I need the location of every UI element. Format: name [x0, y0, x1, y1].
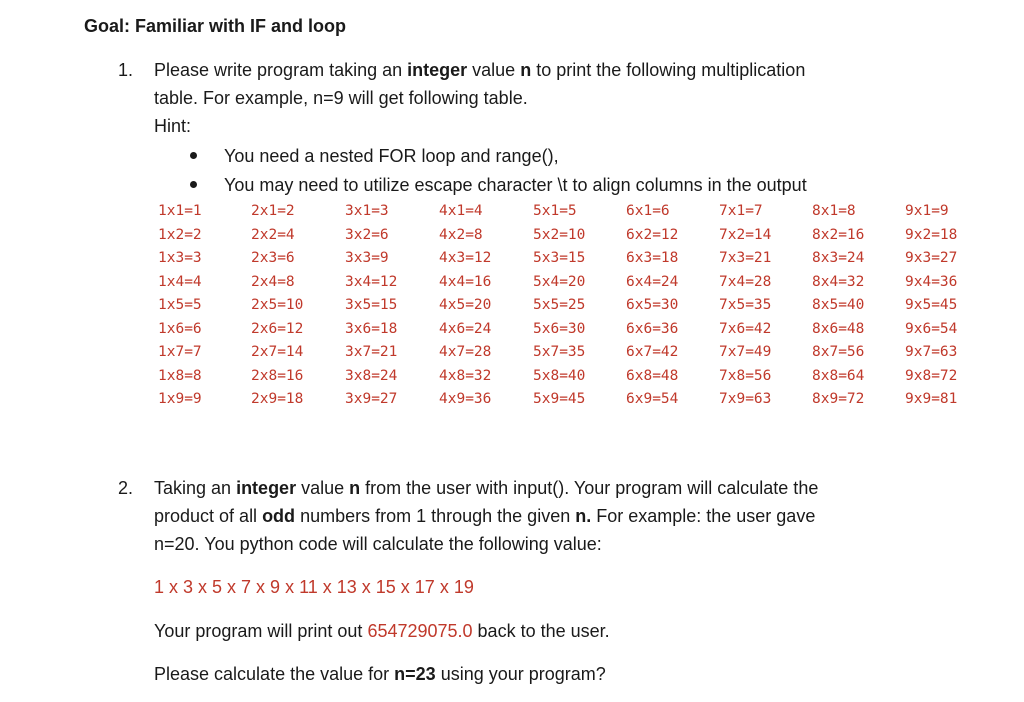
table-cell: 8x4=32	[812, 273, 865, 290]
table-cell: 7x8=56	[719, 367, 772, 384]
table-column-5	[533, 200, 585, 412]
q1-hint-label: Hint:	[154, 116, 192, 136]
table-cell: 6x9=54	[626, 391, 679, 407]
table-cell: 5x5=25	[533, 297, 586, 313]
table-cell: 5x9=45	[533, 391, 586, 407]
table-cell: 1x8=8	[158, 367, 202, 384]
q1-line-1: Please write program taking an integer value n to print the following multiplication	[154, 60, 806, 80]
q2-question-line: Please calculate the value for n=23 using your program?	[154, 664, 606, 684]
table-cell: 4x3=12	[439, 250, 492, 266]
odd-product-expression: 1 x 3 x 5 x 7 x 9 x 11 x 13 x 15 x 17 x 19	[154, 577, 474, 597]
table-cell: 5x7=35	[533, 344, 586, 360]
table-cell: 3x6=18	[345, 320, 398, 337]
table-cell: 1x9=9	[158, 391, 202, 407]
table-column-7	[719, 200, 771, 412]
table-cell: 2x6=12	[251, 320, 304, 337]
table-cell: 9x7=63	[905, 344, 958, 360]
table-column-3	[345, 200, 397, 412]
table-cell: 6x8=48	[626, 367, 679, 384]
table-cell: 7x7=49	[719, 344, 772, 360]
table-cell: 8x9=72	[812, 391, 865, 407]
table-cell: 7x2=14	[719, 226, 772, 243]
table-cell: 9x3=27	[905, 250, 958, 266]
table-cell: 1x6=6	[158, 320, 202, 337]
table-cell: 5x4=20	[533, 273, 586, 290]
table-cell: 4x8=32	[439, 367, 492, 384]
table-cell: 2x9=18	[251, 391, 304, 407]
table-cell: 3x8=24	[345, 367, 398, 384]
table-cell: 4x2=8	[439, 226, 483, 243]
table-cell: 3x2=6	[345, 226, 389, 243]
table-cell: 1x5=5	[158, 297, 202, 313]
hint-bullet-2: You may need to utilize escape character \t to align columns in the output	[224, 175, 807, 195]
table-cell: 6x4=24	[626, 273, 679, 290]
page-title: Goal: Familiar with IF and loop	[84, 16, 347, 36]
table-cell: 4x5=20	[439, 297, 492, 313]
q1-number: 1.	[118, 60, 134, 80]
table-cell: 8x5=40	[812, 297, 865, 313]
table-cell: 1x2=2	[158, 226, 202, 243]
table-cell: 9x4=36	[905, 273, 958, 290]
table-cell: 7x1=7	[719, 203, 763, 219]
table-cell: 2x2=4	[251, 226, 295, 243]
table-cell: 3x4=12	[345, 273, 398, 290]
table-cell: 1x7=7	[158, 344, 202, 360]
table-cell: 2x7=14	[251, 344, 304, 360]
table-cell: 9x8=72	[905, 367, 958, 384]
table-cell: 6x7=42	[626, 344, 679, 360]
table-cell: 5x8=40	[533, 367, 586, 384]
table-cell: 2x3=6	[251, 250, 295, 266]
table-column-4	[439, 200, 491, 412]
table-cell: 4x4=16	[439, 273, 492, 290]
q2-result-line: Your program will print out 654729075.0 back to the user.	[154, 621, 610, 641]
table-cell: 9x1=9	[905, 203, 949, 219]
table-cell: 3x7=21	[345, 344, 398, 360]
table-column-8	[812, 200, 864, 412]
q2-line-2: product of all odd numbers from 1 through the given n. For example: the user gave	[154, 506, 816, 526]
table-cell: 1x3=3	[158, 250, 202, 266]
table-cell: 8x2=16	[812, 226, 865, 243]
table-cell: 6x5=30	[626, 297, 679, 313]
q2-number: 2.	[118, 478, 134, 498]
table-cell: 7x9=63	[719, 391, 772, 407]
table-cell: 8x6=48	[812, 320, 865, 337]
result-value: 654729075.0	[367, 621, 473, 641]
table-cell: 4x7=28	[439, 344, 492, 360]
table-cell: 3x5=15	[345, 297, 398, 313]
table-column-9	[905, 200, 957, 412]
table-cell: 9x9=81	[905, 391, 958, 407]
table-cell: 9x5=45	[905, 297, 958, 313]
table-cell: 2x5=10	[251, 297, 304, 313]
table-cell: 5x6=30	[533, 320, 586, 337]
q1-line-2: table. For example, n=9 will get following table.	[154, 88, 528, 108]
table-cell: 7x5=35	[719, 297, 772, 313]
table-cell: 9x6=54	[905, 320, 958, 337]
table-cell: 1x4=4	[158, 273, 202, 290]
table-cell: 6x2=12	[626, 226, 679, 243]
table-cell: 5x3=15	[533, 250, 586, 266]
table-cell: 7x3=21	[719, 250, 772, 266]
table-column-1	[158, 200, 202, 412]
table-cell: 8x7=56	[812, 344, 865, 360]
q2-line-1: Taking an integer value n from the user with input(). Your program will calculate the	[154, 478, 819, 498]
bullet-dot	[190, 181, 197, 188]
table-cell: 3x1=3	[345, 203, 389, 219]
table-cell: 6x6=36	[626, 320, 679, 337]
table-cell: 2x1=2	[251, 203, 295, 219]
table-cell: 2x8=16	[251, 367, 304, 384]
table-cell: 3x9=27	[345, 391, 398, 407]
table-cell: 5x1=5	[533, 203, 577, 219]
table-cell: 2x4=8	[251, 273, 295, 290]
table-cell: 8x1=8	[812, 203, 856, 219]
bullet-dot	[190, 152, 197, 159]
table-cell: 3x3=9	[345, 250, 389, 266]
table-cell: 4x6=24	[439, 320, 492, 337]
table-cell: 6x3=18	[626, 250, 679, 266]
table-cell: 4x1=4	[439, 203, 483, 219]
table-cell: 6x1=6	[626, 203, 670, 219]
table-cell: 7x4=28	[719, 273, 772, 290]
q2-line-3: n=20. You python code will calculate the following value:	[154, 534, 602, 554]
table-column-6	[626, 200, 678, 412]
table-cell: 7x6=42	[719, 320, 772, 337]
table-cell: 5x2=10	[533, 226, 586, 243]
table-cell: 1x1=1	[158, 203, 202, 219]
table-cell: 8x8=64	[812, 367, 865, 384]
table-column-2	[251, 200, 303, 412]
hint-bullet-1: You need a nested FOR loop and range(),	[224, 146, 559, 166]
table-cell: 4x9=36	[439, 391, 492, 407]
table-cell: 9x2=18	[905, 226, 958, 243]
table-cell: 8x3=24	[812, 250, 865, 266]
